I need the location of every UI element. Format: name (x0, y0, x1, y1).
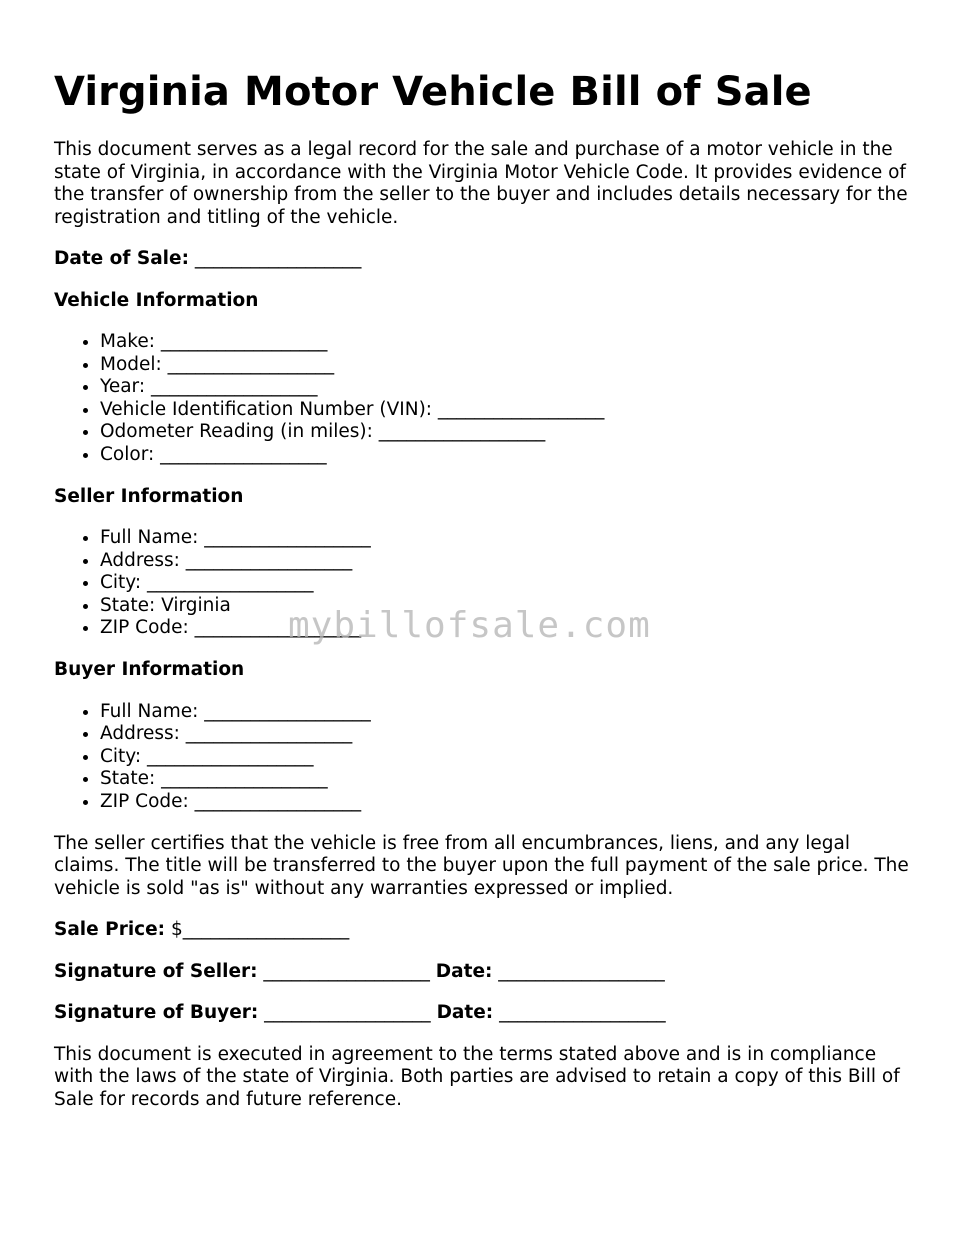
buyer-city-item: • City: __________________ (100, 746, 920, 769)
seller-state-item: • State: Virginia (100, 595, 920, 618)
buyer-address-item: • Address: __________________ (100, 723, 920, 746)
watermark-text: mybillofsale.com (288, 605, 651, 646)
sale-price-label: Sale Price: (54, 919, 166, 940)
seller-city-item: • City: __________________ (100, 572, 920, 595)
seller-signature-field (54, 961, 920, 984)
vehicle-vin-item: • Vehicle Identification Number (VIN): __________________ (100, 399, 920, 422)
date-of-sale-label: Date of Sale: (54, 248, 189, 269)
seller-info-list (54, 527, 920, 640)
buyer-name-item: • Full Name: __________________ (100, 701, 920, 724)
vehicle-section-heading: Vehicle Information (54, 289, 259, 311)
seller-date-label: Date: (435, 960, 493, 982)
date-of-sale-field (54, 248, 920, 271)
sale-price-blank: $__________________ (165, 919, 350, 940)
buyer-info-list (54, 701, 920, 814)
buyer-section-heading: Buyer Information (54, 659, 245, 681)
vehicle-make-item: • Make: __________________ (100, 331, 920, 354)
buyer-zip-item: • ZIP Code: __________________ (100, 791, 920, 814)
seller-date-blank: __________________ (492, 960, 665, 982)
buyer-date-blank: __________________ (493, 1002, 666, 1023)
document-page (54, 66, 920, 1111)
certification-paragraph: The seller certifies that the vehicle is free from all encumbrances, liens, and any legal claims. The title will be transferred to the buyer upon the full payment of the sale price. The vehicle is sold "as is" without any warranties expressed or implied. (54, 832, 909, 899)
seller-section-heading: Seller Information (54, 485, 244, 507)
vehicle-info-list (54, 331, 920, 467)
vehicle-odometer-item: • Odometer Reading (in miles): __________________ (100, 421, 920, 444)
buyer-signature-blank: __________________ (258, 1002, 437, 1023)
buyer-state-item: • State: __________________ (100, 768, 920, 791)
buyer-signature-field (54, 1002, 920, 1025)
seller-signature-label: Signature of Seller: (54, 960, 258, 982)
buyer-signature-label: Signature of Buyer: (54, 1002, 259, 1023)
vehicle-color-item: • Color: __________________ (100, 444, 920, 467)
date-of-sale-blank: __________________ (188, 248, 362, 269)
seller-address-item: • Address: __________________ (100, 550, 920, 573)
buyer-date-label: Date: (436, 1002, 494, 1023)
sale-price-field (54, 919, 920, 942)
seller-signature-blank: __________________ (257, 960, 436, 982)
document-title: Virginia Motor Vehicle Bill of Sale (54, 69, 812, 115)
vehicle-model-item: • Model: __________________ (100, 354, 920, 377)
seller-name-item: • Full Name: __________________ (100, 527, 920, 550)
seller-zip-item: • ZIP Code: __________________ (100, 617, 920, 640)
intro-paragraph: This document serves as a legal record for the sale and purchase of a motor vehicle in the state of Virginia, in accordance with the Virginia Motor Vehicle Code. It provides evidence of the transfer of ownership from the seller to the buyer and includes details necessary for the registration and titling of the vehicle. (54, 139, 908, 228)
vehicle-year-item: • Year: __________________ (100, 376, 920, 399)
closing-paragraph: This document is executed in agreement to the terms stated above and is in compliance with the laws of the state of Virginia. Both parties are advised to retain a copy of this Bill of Sale for records and future reference. (54, 1043, 900, 1110)
